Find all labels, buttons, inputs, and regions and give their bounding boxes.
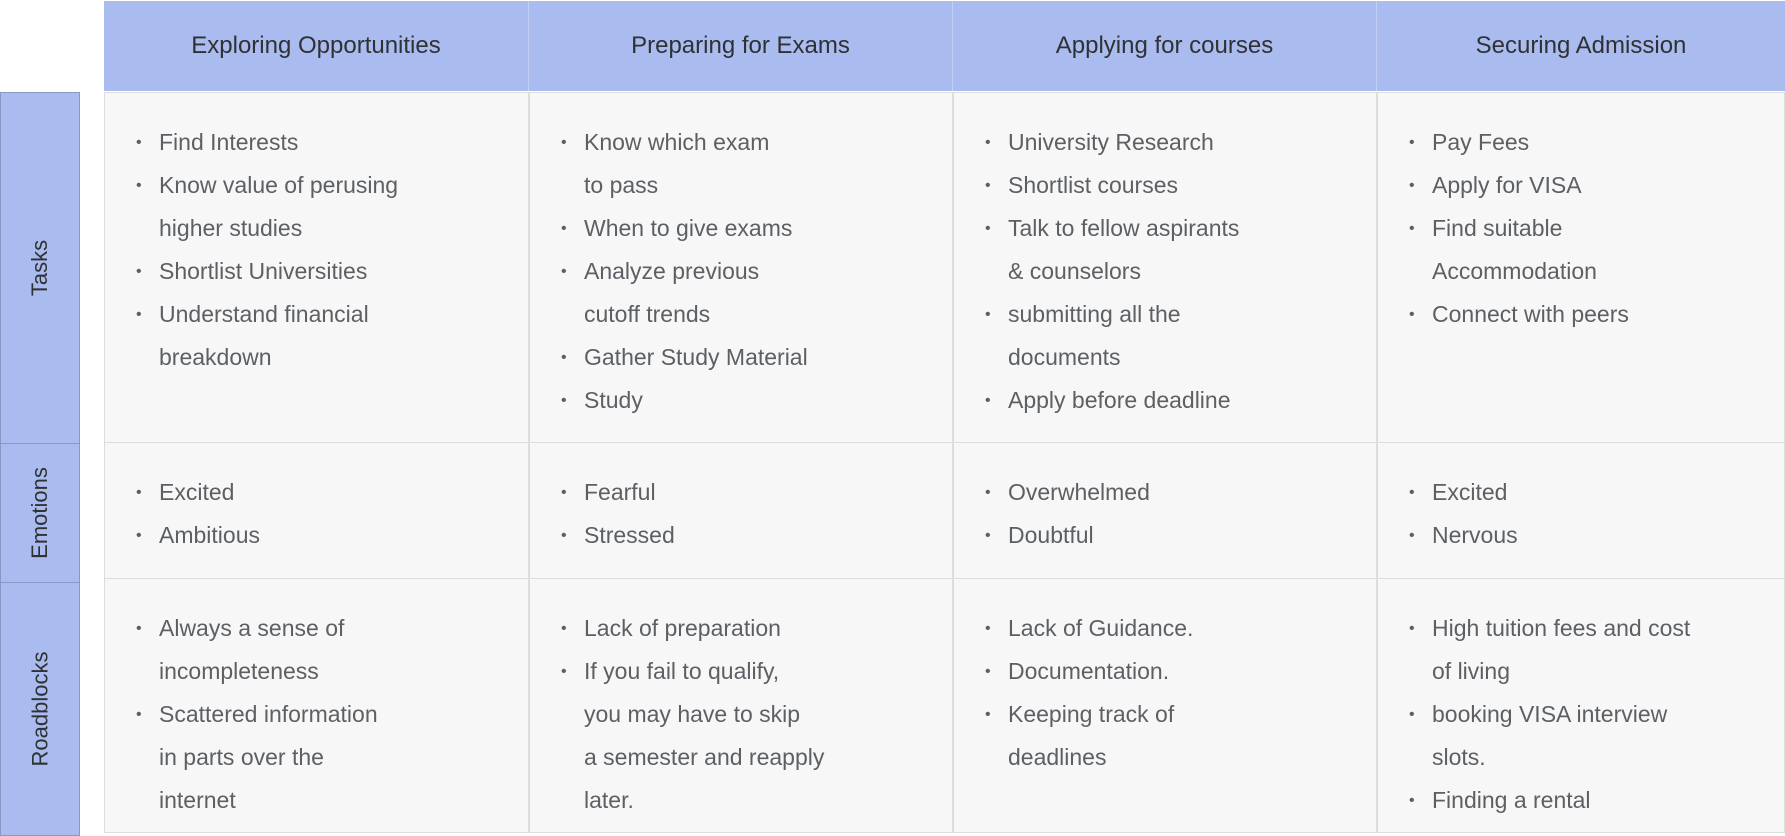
- list-item-text: • Shortlist Universities: [159, 258, 368, 284]
- list-item: [1008, 293, 1356, 379]
- list-item: [1432, 779, 1764, 822]
- list-item-text: • Apply before deadline: [1008, 387, 1231, 413]
- row-label-emotions: Emotions: [0, 443, 80, 583]
- list-item-text: & counselors: [1008, 258, 1141, 284]
- bullet-list: [1378, 93, 1784, 336]
- list-item-text: • submitting all the: [1008, 301, 1181, 327]
- list-item: [584, 379, 932, 422]
- list-item-text: • Scattered information: [159, 701, 378, 727]
- bullet-list: [105, 443, 528, 557]
- column-header-label: Preparing for Exams: [631, 32, 850, 59]
- list-item-text: deadlines: [1008, 744, 1107, 770]
- list-item: [1008, 514, 1356, 557]
- column-header-securing: [1377, 1, 1785, 91]
- bullet-list: [954, 443, 1376, 557]
- list-item-text: of living: [1432, 658, 1510, 684]
- column-header-exploring: [104, 1, 529, 91]
- list-item: [1432, 164, 1764, 207]
- list-item: [1432, 514, 1764, 557]
- list-item: [1008, 379, 1356, 422]
- list-item: [584, 514, 932, 557]
- bullet-list: [105, 93, 528, 379]
- cell-tasks-exploring: [104, 92, 529, 443]
- list-item: [1008, 164, 1356, 207]
- list-item-text: later.: [584, 787, 634, 813]
- list-item: [1432, 607, 1764, 693]
- list-item: [159, 293, 508, 379]
- list-item-text: • Excited: [159, 479, 235, 505]
- list-item-text: in parts over the: [159, 744, 324, 770]
- list-item: [584, 650, 932, 822]
- list-item-text: • Overwhelmed: [1008, 479, 1150, 505]
- list-item: [584, 250, 932, 336]
- cell-roadblocks-applying: [953, 578, 1377, 833]
- row-label-tasks: Tasks: [0, 92, 80, 444]
- list-item-text: • Stressed: [584, 522, 675, 548]
- list-item: [1008, 207, 1356, 293]
- cell-emotions-preparing: [529, 442, 953, 579]
- list-item-text: • Nervous: [1432, 522, 1518, 548]
- column-header-label: Exploring Opportunities: [191, 32, 441, 59]
- list-item: [584, 471, 932, 514]
- list-item: [584, 336, 932, 379]
- list-item: [584, 607, 932, 650]
- list-item: [1008, 121, 1356, 164]
- cell-roadblocks-securing: [1377, 578, 1785, 833]
- list-item: [1008, 693, 1356, 779]
- list-item-text: • Find Interests: [159, 129, 299, 155]
- list-item-text: • Find suitable: [1432, 215, 1563, 241]
- list-item-text: • Lack of Guidance.: [1008, 615, 1194, 641]
- list-item-text: slots.: [1432, 744, 1486, 770]
- bullet-list: [105, 579, 528, 822]
- list-item-text: • Study: [584, 387, 643, 413]
- bullet-list: [1378, 579, 1784, 822]
- bullet-list: [954, 93, 1376, 422]
- list-item-text: • Know value of perusing: [159, 172, 399, 198]
- list-item-text: • Keeping track of: [1008, 701, 1175, 727]
- list-item: [159, 607, 508, 693]
- list-item-text: • booking VISA interview: [1432, 701, 1668, 727]
- list-item-text: • Finding a rental: [1432, 787, 1591, 813]
- column-header-preparing: [529, 1, 953, 91]
- list-item-text: you may have to skip: [584, 701, 801, 727]
- list-item-text: • Apply for VISA: [1432, 172, 1582, 198]
- list-item-text: incompleteness: [159, 658, 319, 684]
- list-item-text: a semester and reapply: [584, 744, 825, 770]
- list-item-text: cutoff trends: [584, 301, 711, 327]
- column-header-label: Securing Admission: [1475, 32, 1687, 59]
- list-item-text: • When to give exams: [584, 215, 793, 241]
- list-item-text: • Documentation.: [1008, 658, 1170, 684]
- list-item: [1432, 471, 1764, 514]
- list-item: [1432, 121, 1764, 164]
- list-item-text: • University Research: [1008, 129, 1214, 155]
- list-item-text: • Ambitious: [159, 522, 260, 548]
- cell-roadblocks-exploring: [104, 578, 529, 833]
- list-item-text: • Understand financial: [159, 301, 369, 327]
- cell-tasks-preparing: [529, 92, 953, 443]
- list-item-text: • Doubtful: [1008, 522, 1094, 548]
- list-item-text: internet: [159, 787, 236, 813]
- list-item: [584, 207, 932, 250]
- list-item: [159, 471, 508, 514]
- list-item: [159, 250, 508, 293]
- list-item: [1008, 650, 1356, 693]
- list-item-text: • Fearful: [584, 479, 656, 505]
- list-item: [159, 514, 508, 557]
- list-item-text: breakdown: [159, 344, 272, 370]
- list-item-text: • Pay Fees: [1432, 129, 1530, 155]
- list-item-text: • Excited: [1432, 479, 1508, 505]
- list-item: [1432, 207, 1764, 293]
- list-item-text: • Know which exam: [584, 129, 770, 155]
- bullet-list: [530, 579, 952, 822]
- column-header-applying: [953, 1, 1377, 91]
- cell-roadblocks-preparing: [529, 578, 953, 833]
- cell-tasks-securing: [1377, 92, 1785, 443]
- list-item: [159, 121, 508, 164]
- list-item-text: to pass: [584, 172, 659, 198]
- list-item: [159, 693, 508, 822]
- cell-emotions-exploring: [104, 442, 529, 579]
- cell-emotions-securing: [1377, 442, 1785, 579]
- cell-tasks-applying: [953, 92, 1377, 443]
- list-item-text: • Connect with peers: [1432, 301, 1629, 327]
- list-item: [159, 164, 508, 250]
- column-header-label: Applying for courses: [1055, 32, 1274, 59]
- list-item-text: documents: [1008, 344, 1121, 370]
- list-item: [584, 121, 932, 207]
- bullet-list: [1378, 443, 1784, 557]
- list-item-text: • Always a sense of: [159, 615, 345, 641]
- list-item: [1432, 693, 1764, 779]
- bullet-list: [954, 579, 1376, 779]
- row-label-roadblocks: Roadblocks: [0, 582, 80, 836]
- cell-emotions-applying: [953, 442, 1377, 579]
- list-item-text: • Analyze previous: [584, 258, 760, 284]
- list-item-text: • If you fail to qualify,: [584, 658, 780, 684]
- list-item-text: higher studies: [159, 215, 303, 241]
- list-item-text: • Shortlist courses: [1008, 172, 1179, 198]
- list-item-text: • Gather Study Material: [584, 344, 808, 370]
- list-item-text: • Lack of preparation: [584, 615, 781, 641]
- list-item: [1008, 471, 1356, 514]
- list-item-text: Accommodation: [1432, 258, 1597, 284]
- list-item: [1008, 607, 1356, 650]
- list-item: [1432, 293, 1764, 336]
- bullet-list: [530, 443, 952, 557]
- list-item-text: • Talk to fellow aspirants: [1008, 215, 1240, 241]
- bullet-list: [530, 93, 952, 422]
- list-item-text: • High tuition fees and cost: [1432, 615, 1691, 641]
